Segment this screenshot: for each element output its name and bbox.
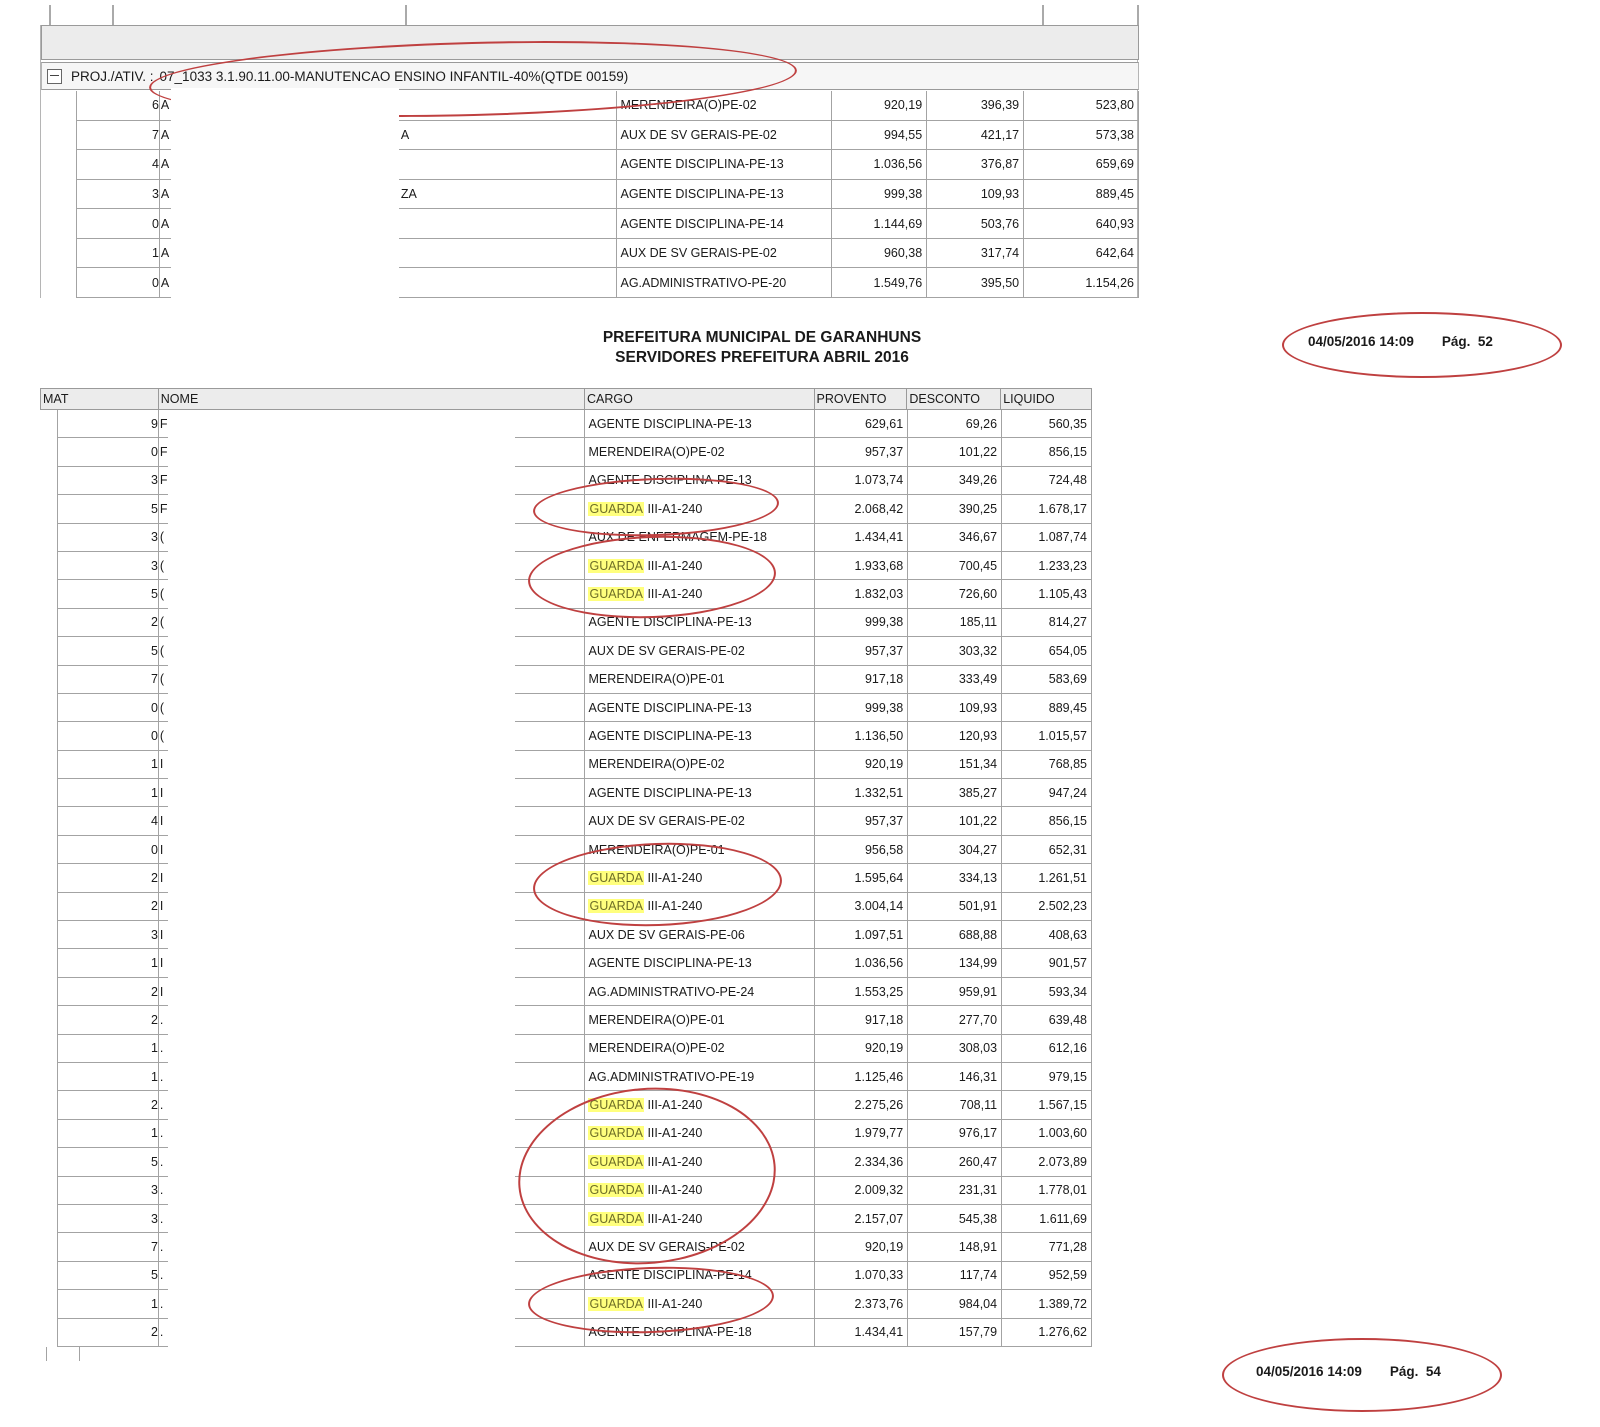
guarda-highlight: GUARDA <box>589 899 643 914</box>
provento-cell: 1.144,69 <box>832 209 927 238</box>
liquido-cell: 1.261,51 <box>1002 864 1092 891</box>
desconto-cell: 157,79 <box>908 1319 1002 1346</box>
header-mat: MAT <box>41 389 159 409</box>
desconto-cell: 231,31 <box>908 1177 1002 1204</box>
liquido-cell: 1.003,60 <box>1002 1120 1092 1147</box>
desconto-cell: 984,04 <box>908 1290 1002 1317</box>
cargo-cell: GUARDA III-A1-240 <box>585 495 815 522</box>
provento-cell: 2.009,32 <box>815 1177 908 1204</box>
provento-cell: 1.979,77 <box>815 1120 908 1147</box>
mat-fragment: 0 <box>77 209 160 238</box>
cargo-cell: AG.ADMINISTRATIVO-PE-19 <box>585 1063 815 1090</box>
liquido-cell: 640,93 <box>1024 209 1139 238</box>
provento-cell: 2.068,42 <box>815 495 908 522</box>
provento-cell: 1.125,46 <box>815 1063 908 1090</box>
group-label: PROJ./ATIV. : <box>71 68 154 84</box>
cargo-cell: AGENTE DISCIPLINA-PE-13 <box>585 609 815 636</box>
mat-fragment: 5 <box>58 1148 159 1175</box>
guarda-highlight: GUARDA <box>589 1183 643 1198</box>
provento-cell: 960,38 <box>832 239 927 268</box>
liquido-cell: 1.389,72 <box>1002 1290 1092 1317</box>
guarda-highlight: GUARDA <box>589 587 643 602</box>
cargo-cell: AGENTE DISCIPLINA-PE-13 <box>585 467 815 494</box>
liquido-cell: 659,69 <box>1024 150 1139 179</box>
cargo-cell: AGENTE DISCIPLINA-PE-13 <box>585 410 815 437</box>
liquido-cell: 573,38 <box>1024 121 1139 150</box>
desconto-cell: 101,22 <box>908 807 1002 834</box>
name-cell: A <box>160 239 618 268</box>
desconto-cell: 390,25 <box>908 495 1002 522</box>
cargo-cell: MERENDEIRA(O)PE-02 <box>617 91 832 120</box>
name-cell: A <box>160 268 618 297</box>
name-cell: I <box>159 807 586 834</box>
column-border-tick <box>405 5 407 25</box>
desconto-cell: 688,88 <box>908 921 1002 948</box>
column-border-tick <box>49 5 51 25</box>
cargo-cell: GUARDA III-A1-240 <box>585 1148 815 1175</box>
name-cell: . <box>159 1063 586 1090</box>
name-cell: . <box>159 1120 586 1147</box>
header-nome: NOME <box>159 389 585 409</box>
mat-fragment: 1 <box>58 1120 159 1147</box>
cargo-cell: GUARDA III-A1-240 <box>585 552 815 579</box>
name-cell: A <box>160 150 618 179</box>
column-border-tick <box>112 5 114 25</box>
provento-cell: 2.334,36 <box>815 1148 908 1175</box>
desconto-cell: 277,70 <box>908 1006 1002 1033</box>
name-cell: . <box>159 1035 586 1062</box>
name-cell: ( <box>159 666 586 693</box>
provento-cell: 920,19 <box>832 91 927 120</box>
name-cell: A <box>160 91 618 120</box>
liquido-cell: 1.611,69 <box>1002 1205 1092 1232</box>
liquido-cell: 408,63 <box>1002 921 1092 948</box>
desconto-cell: 501,91 <box>908 893 1002 920</box>
header-desconto: DESCONTO <box>907 389 1001 409</box>
name-cell: A ZA <box>160 180 618 209</box>
header-provento: PROVENTO <box>815 389 908 409</box>
provento-cell: 1.549,76 <box>832 268 927 297</box>
desconto-cell: 334,13 <box>908 864 1002 891</box>
provento-cell: 999,38 <box>832 180 927 209</box>
desconto-cell: 148,91 <box>908 1233 1002 1260</box>
desconto-cell: 101,22 <box>908 438 1002 465</box>
name-cell: F <box>159 495 586 522</box>
name-cell: ( <box>159 722 586 749</box>
name-cell: . <box>159 1091 586 1118</box>
cargo-cell: GUARDA III-A1-240 <box>585 1120 815 1147</box>
liquido-cell: 768,85 <box>1002 751 1092 778</box>
desconto-cell: 304,27 <box>908 836 1002 863</box>
liquido-cell: 856,15 <box>1002 438 1092 465</box>
redaction-overlay <box>168 410 515 1347</box>
liquido-cell: 523,80 <box>1024 91 1139 120</box>
guarda-highlight: GUARDA <box>589 1154 643 1169</box>
collapse-minus-icon[interactable] <box>47 69 62 84</box>
liquido-cell: 771,28 <box>1002 1233 1092 1260</box>
desconto-cell: 545,38 <box>908 1205 1002 1232</box>
cargo-cell: AGENTE DISCIPLINA-PE-14 <box>617 209 832 238</box>
mat-fragment: 9 <box>58 410 159 437</box>
liquido-cell: 583,69 <box>1002 666 1092 693</box>
cargo-cell: AUX DE ENFERMAGEM-PE-18 <box>585 524 815 551</box>
desconto-cell: 109,93 <box>927 180 1024 209</box>
desconto-cell: 151,34 <box>908 751 1002 778</box>
mat-fragment: 5 <box>58 580 159 607</box>
provento-cell: 999,38 <box>815 609 908 636</box>
cargo-cell: AGENTE DISCIPLINA-PE-13 <box>585 722 815 749</box>
mat-fragment: 0 <box>58 836 159 863</box>
provento-cell: 1.073,74 <box>815 467 908 494</box>
mat-fragment: 1 <box>58 751 159 778</box>
provento-cell: 920,19 <box>815 751 908 778</box>
provento-cell: 1.595,64 <box>815 864 908 891</box>
liquido-cell: 654,05 <box>1002 637 1092 664</box>
cargo-cell: AUX DE SV GERAIS-PE-02 <box>585 637 815 664</box>
mat-fragment: 3 <box>58 1177 159 1204</box>
name-cell: . <box>159 1319 586 1346</box>
liquido-cell: 593,34 <box>1002 978 1092 1005</box>
name-cell: . <box>159 1177 586 1204</box>
cargo-cell: AGENTE DISCIPLINA-PE-18 <box>585 1319 815 1346</box>
name-cell: I <box>159 949 586 976</box>
name-cell: I <box>159 864 586 891</box>
desconto-cell: 726,60 <box>908 580 1002 607</box>
provento-cell: 1.553,25 <box>815 978 908 1005</box>
mat-fragment: 3 <box>58 921 159 948</box>
liquido-cell: 952,59 <box>1002 1262 1092 1289</box>
mat-fragment: 2 <box>58 1091 159 1118</box>
provento-cell: 2.157,07 <box>815 1205 908 1232</box>
cargo-cell: AGENTE DISCIPLINA-PE-13 <box>585 694 815 721</box>
cargo-cell: AGENTE DISCIPLINA-PE-13 <box>585 949 815 976</box>
provento-cell: 1.036,56 <box>815 949 908 976</box>
mat-fragment: 6 <box>77 91 160 120</box>
name-cell: I <box>159 779 586 806</box>
page54-datetime: 04/05/2016 14:09 <box>1256 1364 1362 1379</box>
cargo-cell: AUX DE SV GERAIS-PE-06 <box>585 921 815 948</box>
mat-fragment: 2 <box>58 893 159 920</box>
header-liquido: LIQUIDO <box>1003 392 1055 406</box>
desconto-cell: 69,26 <box>908 410 1002 437</box>
name-cell: . <box>159 1205 586 1232</box>
provento-cell: 917,18 <box>815 666 908 693</box>
cargo-cell: GUARDA III-A1-240 <box>585 1290 815 1317</box>
desconto-cell: 708,11 <box>908 1091 1002 1118</box>
liquido-cell: 724,48 <box>1002 467 1092 494</box>
name-cell: ( <box>159 694 586 721</box>
provento-cell: 3.004,14 <box>815 893 908 920</box>
liquido-cell: 889,45 <box>1024 180 1139 209</box>
liquido-cell: 1.778,01 <box>1002 1177 1092 1204</box>
desconto-cell: 349,26 <box>908 467 1002 494</box>
cargo-cell: AUX DE SV GERAIS-PE-02 <box>617 239 832 268</box>
name-tail-fragment: A <box>400 127 410 142</box>
cargo-cell: AGENTE DISCIPLINA-PE-13 <box>585 779 815 806</box>
provento-cell: 629,61 <box>815 410 908 437</box>
name-cell: . <box>159 1262 586 1289</box>
mat-fragment: 1 <box>77 239 160 268</box>
desconto-cell: 120,93 <box>908 722 1002 749</box>
cargo-cell: AGENTE DISCIPLINA-PE-13 <box>617 150 832 179</box>
guarda-highlight: GUARDA <box>589 1098 643 1113</box>
top-table <box>40 25 1138 298</box>
provento-cell: 999,38 <box>815 694 908 721</box>
name-cell: I <box>159 978 586 1005</box>
provento-cell: 1.070,33 <box>815 1262 908 1289</box>
guarda-highlight: GUARDA <box>589 870 643 885</box>
page54-stamp <box>1256 1364 1441 1379</box>
name-tail-fragment: ZA <box>400 186 417 201</box>
group-header-row <box>41 62 1139 90</box>
guarda-highlight: GUARDA <box>589 1211 643 1226</box>
name-cell: A A <box>160 121 618 150</box>
cargo-cell: AUX DE SV GERAIS-PE-02 <box>617 121 832 150</box>
guarda-highlight: GUARDA <box>589 1296 643 1311</box>
provento-cell: 957,37 <box>815 438 908 465</box>
name-cell: F <box>159 467 586 494</box>
desconto-cell: 396,39 <box>927 91 1024 120</box>
provento-cell: 2.373,76 <box>815 1290 908 1317</box>
provento-cell: 920,19 <box>815 1233 908 1260</box>
cargo-cell: AGENTE DISCIPLINA-PE-14 <box>585 1262 815 1289</box>
provento-cell: 994,55 <box>832 121 927 150</box>
provento-cell: 1.832,03 <box>815 580 908 607</box>
name-cell: I <box>159 836 586 863</box>
liquido-cell: 560,35 <box>1002 410 1092 437</box>
guarda-highlight: GUARDA <box>589 501 643 516</box>
desconto-cell: 503,76 <box>927 209 1024 238</box>
mat-fragment: 5 <box>58 495 159 522</box>
cargo-cell: GUARDA III-A1-240 <box>585 864 815 891</box>
liquido-cell: 856,15 <box>1002 807 1092 834</box>
desconto-cell: 421,17 <box>927 121 1024 150</box>
provento-cell: 1.434,41 <box>815 1319 908 1346</box>
mat-fragment: 5 <box>58 1262 159 1289</box>
provento-cell: 917,18 <box>815 1006 908 1033</box>
liquido-cell: 1.678,17 <box>1002 495 1092 522</box>
mat-fragment: 7 <box>58 1233 159 1260</box>
cargo-cell: AUX DE SV GERAIS-PE-02 <box>585 807 815 834</box>
cargo-cell: AG.ADMINISTRATIVO-PE-24 <box>585 978 815 1005</box>
guarda-highlight: GUARDA <box>589 558 643 573</box>
empty-group-band <box>41 25 1139 60</box>
liquido-cell: 642,64 <box>1024 239 1139 268</box>
mat-fragment: 5 <box>58 637 159 664</box>
desconto-cell: 346,67 <box>908 524 1002 551</box>
mat-fragment: 1 <box>58 1035 159 1062</box>
mat-fragment: 1 <box>58 1063 159 1090</box>
column-border-tick <box>1042 5 1044 25</box>
cargo-cell: GUARDA III-A1-240 <box>585 893 815 920</box>
name-cell: ( <box>159 552 586 579</box>
cargo-cell: MERENDEIRA(O)PE-02 <box>585 1035 815 1062</box>
liquido-cell: 639,48 <box>1002 1006 1092 1033</box>
liquido-cell: 1.276,62 <box>1002 1319 1092 1346</box>
cargo-cell: MERENDEIRA(O)PE-02 <box>585 751 815 778</box>
name-cell: ( <box>159 637 586 664</box>
mat-fragment: 2 <box>58 1006 159 1033</box>
desconto-cell: 146,31 <box>908 1063 1002 1090</box>
guarda-highlight: GUARDA <box>589 1126 643 1141</box>
mat-fragment: 4 <box>77 150 160 179</box>
provento-cell: 1.036,56 <box>832 150 927 179</box>
liquido-cell: 2.073,89 <box>1002 1148 1092 1175</box>
liquido-cell: 1.567,15 <box>1002 1091 1092 1118</box>
desconto-cell: 134,99 <box>908 949 1002 976</box>
liquido-cell: 814,27 <box>1002 609 1092 636</box>
liquido-cell: 947,24 <box>1002 779 1092 806</box>
liquido-cell: 1.233,23 <box>1002 552 1092 579</box>
page52-number: Pág. 52 <box>1441 334 1493 349</box>
cargo-cell: GUARDA III-A1-240 <box>585 580 815 607</box>
mat-fragment: 3 <box>77 180 160 209</box>
name-cell: . <box>159 1148 586 1175</box>
desconto-cell: 109,93 <box>908 694 1002 721</box>
page54-number: Pág. 54 <box>1389 1364 1441 1379</box>
cargo-cell: AUX DE SV GERAIS-PE-02 <box>585 1233 815 1260</box>
provento-cell: 957,37 <box>815 807 908 834</box>
page52-datetime: 04/05/2016 14:09 <box>1308 334 1414 349</box>
cargo-cell: AGENTE DISCIPLINA-PE-13 <box>617 180 832 209</box>
mat-fragment: 2 <box>58 609 159 636</box>
cargo-cell: AG.ADMINISTRATIVO-PE-20 <box>617 268 832 297</box>
provento-cell: 956,58 <box>815 836 908 863</box>
name-cell: ( <box>159 609 586 636</box>
desconto-cell: 303,32 <box>908 637 1002 664</box>
provento-cell: 957,37 <box>815 637 908 664</box>
desconto-cell: 959,91 <box>908 978 1002 1005</box>
mat-fragment: 3 <box>58 552 159 579</box>
mat-fragment: 0 <box>58 438 159 465</box>
liquido-cell: 1.105,43 <box>1002 580 1092 607</box>
cargo-cell: MERENDEIRA(O)PE-02 <box>585 438 815 465</box>
mat-fragment: 0 <box>58 694 159 721</box>
desconto-cell: 376,87 <box>927 150 1024 179</box>
name-cell: I <box>159 893 586 920</box>
liquido-cell: 1.015,57 <box>1002 722 1092 749</box>
mat-fragment: 3 <box>58 467 159 494</box>
name-cell: I <box>159 921 586 948</box>
liquido-cell: 652,31 <box>1002 836 1092 863</box>
header-cargo: CARGO <box>585 389 815 409</box>
redaction-overlay <box>171 88 399 299</box>
name-cell: F <box>159 410 586 437</box>
name-cell: . <box>159 1233 586 1260</box>
mat-fragment: 1 <box>58 1290 159 1317</box>
group-value: 07_1033 3.1.90.11.00-MANUTENCAO ENSINO INFANTIL-40%(QTDE 00159) <box>159 68 629 84</box>
mat-fragment: 2 <box>58 1319 159 1346</box>
mat-fragment: 2 <box>58 864 159 891</box>
mat-fragment: 3 <box>58 1205 159 1232</box>
name-cell: . <box>159 1290 586 1317</box>
mat-fragment: 2 <box>58 978 159 1005</box>
liquido-cell: 1.154,26 <box>1024 268 1139 297</box>
main-table-header <box>40 388 1092 410</box>
cargo-cell: GUARDA III-A1-240 <box>585 1177 815 1204</box>
provento-cell: 1.097,51 <box>815 921 908 948</box>
desconto-cell: 700,45 <box>908 552 1002 579</box>
cargo-cell: GUARDA III-A1-240 <box>585 1205 815 1232</box>
cargo-cell: MERENDEIRA(O)PE-01 <box>585 1006 815 1033</box>
liquido-cell: 2.502,23 <box>1002 893 1092 920</box>
name-cell: I <box>159 751 586 778</box>
liquido-cell: 979,15 <box>1002 1063 1092 1090</box>
desconto-cell: 308,03 <box>908 1035 1002 1062</box>
desconto-cell: 385,27 <box>908 779 1002 806</box>
mat-fragment: 7 <box>77 121 160 150</box>
name-cell: ( <box>159 580 586 607</box>
name-cell: F <box>159 438 586 465</box>
desconto-cell: 260,47 <box>908 1148 1002 1175</box>
name-cell: ( <box>159 524 586 551</box>
mat-fragment: 7 <box>58 666 159 693</box>
provento-cell: 1.933,68 <box>815 552 908 579</box>
name-cell: A <box>160 209 618 238</box>
report-title-line2: SERVIDORES PREFEITURA ABRIL 2016 <box>615 349 909 366</box>
desconto-cell: 317,74 <box>927 239 1024 268</box>
report-title-line1: PREFEITURA MUNICIPAL DE GARANHUNS <box>602 329 922 346</box>
liquido-cell: 901,57 <box>1002 949 1092 976</box>
provento-cell: 2.275,26 <box>815 1091 908 1118</box>
provento-cell: 1.136,50 <box>815 722 908 749</box>
mat-fragment: 1 <box>58 949 159 976</box>
provento-cell: 1.434,41 <box>815 524 908 551</box>
table-bottom-tail <box>46 1347 80 1361</box>
desconto-cell: 333,49 <box>908 666 1002 693</box>
desconto-cell: 185,11 <box>908 609 1002 636</box>
desconto-cell: 395,50 <box>927 268 1024 297</box>
provento-cell: 1.332,51 <box>815 779 908 806</box>
page52-stamp <box>1308 334 1493 349</box>
cargo-cell: GUARDA III-A1-240 <box>585 1091 815 1118</box>
report-title <box>462 328 1062 368</box>
mat-fragment: 0 <box>77 268 160 297</box>
provento-cell: 920,19 <box>815 1035 908 1062</box>
cargo-cell: MERENDEIRA(O)PE-01 <box>585 666 815 693</box>
mat-fragment: 4 <box>58 807 159 834</box>
mat-fragment: 1 <box>58 779 159 806</box>
liquido-cell: 889,45 <box>1002 694 1092 721</box>
liquido-cell: 612,16 <box>1002 1035 1092 1062</box>
liquido-cell: 1.087,74 <box>1002 524 1092 551</box>
name-cell: . <box>159 1006 586 1033</box>
mat-fragment: 0 <box>58 722 159 749</box>
column-border-tick <box>1137 5 1139 25</box>
desconto-cell: 976,17 <box>908 1120 1002 1147</box>
mat-fragment: 3 <box>58 524 159 551</box>
cargo-cell: MERENDEIRA(O)PE-01 <box>585 836 815 863</box>
desconto-cell: 117,74 <box>908 1262 1002 1289</box>
